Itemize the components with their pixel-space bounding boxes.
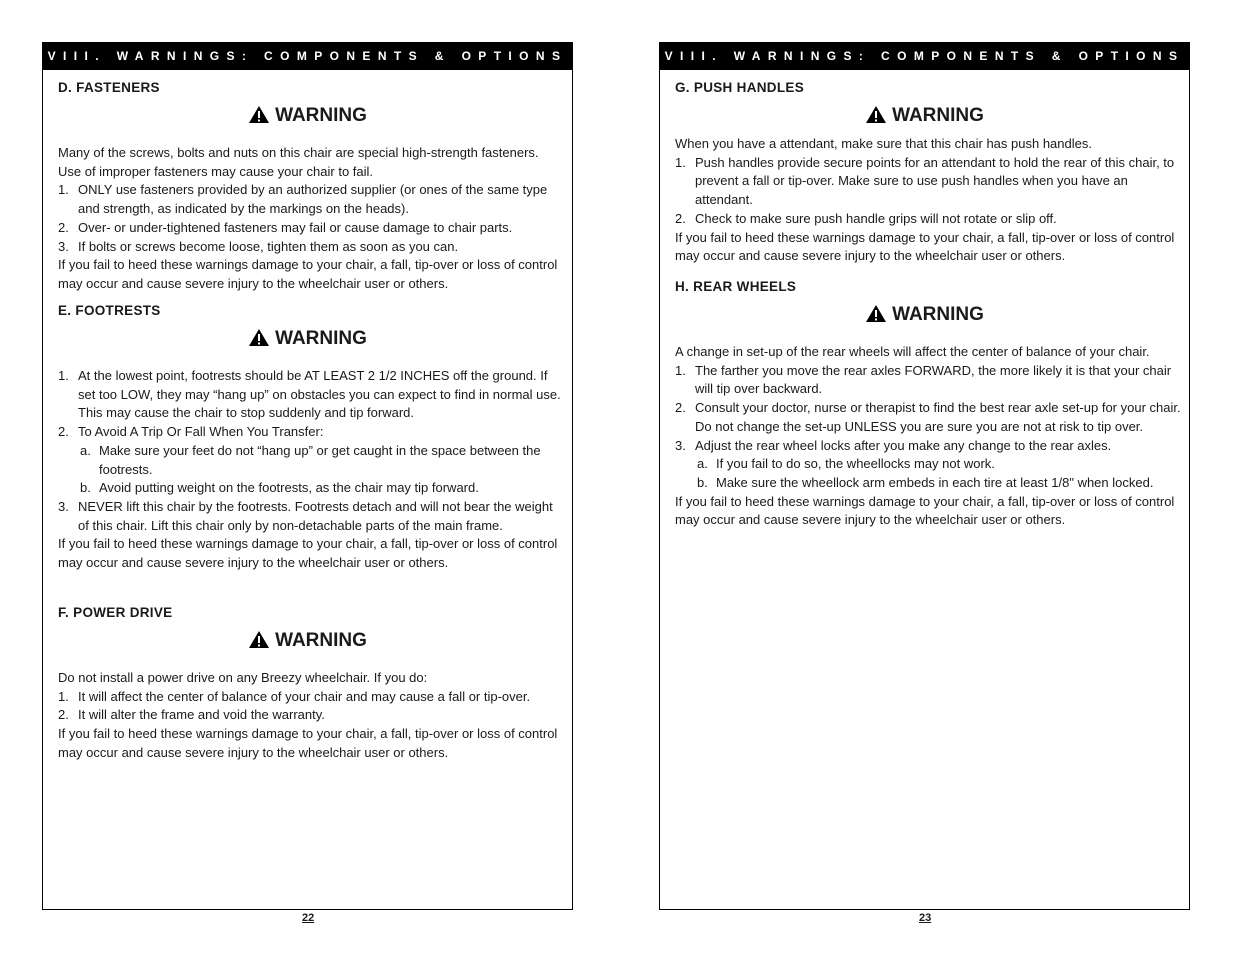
intro-line: When you have a attendant, make sure that this chair has push handles. (675, 136, 1092, 151)
list-item: 2. To Avoid A Trip Or Fall When You Transfer: (58, 424, 324, 440)
closing-warning: If you fail to heed these warnings damage to your chair, a fall, tip-over or loss of control may occur and cause severe injury to the wheelchair user or others. (675, 229, 1175, 264)
warning-triangle-icon (248, 105, 270, 124)
section-title-footrests: E. FOOTRESTS (58, 303, 161, 318)
list-item: 2. Over- or under-tightened fasteners may fail or cause damage to chair parts. (58, 219, 513, 235)
closing-warning: If you fail to heed these warnings damage to your chair, a fall, tip-over or loss of control may occur and cause severe injury to the wheelchair user or others. (58, 257, 558, 291)
section-body-power-drive (58, 669, 566, 763)
sub-list-item: a. Make sure your feet do not “hang up” or get caught in the space between the footrests. (80, 442, 541, 477)
list-item: 3. NEVER lift this chair by the footrests. Footrests detach and will not bear the weight of this chair. Lift this chair only by non-detachable parts of the main frame. (58, 498, 553, 533)
section-title-rear-wheels: H. REAR WHEELS (675, 279, 797, 294)
warning-heading (43, 328, 572, 350)
intro-line: Use of improper fasteners may cause your chair to fail. (58, 163, 374, 179)
section-body-push-handles (675, 135, 1183, 266)
sub-list-item: b. Make sure the wheellock arm embeds in each tire at least 1/8" when locked. (697, 474, 1154, 490)
intro-line: A change in set-up of the rear wheels will affect the center of balance of your chair. (675, 344, 1150, 359)
list-item: 1. It will affect the center of balance of your chair and may cause a fall or tip-over. (58, 688, 531, 704)
warning-label: WARNING (892, 105, 984, 126)
list-item: 2. It will alter the frame and void the warranty. (58, 707, 325, 723)
warning-heading (43, 105, 572, 127)
intro-line: Do not install a power drive on any Breezy wheelchair. If you do: (58, 670, 428, 685)
closing-warning: If you fail to heed these warnings damage to your chair, a fall, tip-over or loss of control may occur and cause severe injury to the wheelchair user or others. (675, 493, 1175, 528)
page-number-left: 22 (302, 912, 315, 924)
page-header: VIII. WARNINGS: COMPONENTS & OPTIONS (660, 43, 1189, 70)
section-body-rear-wheels (675, 343, 1183, 530)
list-item: 2. Consult your doctor, nurse or therapist to find the best rear axle set-up for your chair. Do not change the set-up UNLESS you are sure you are not at risk to tip over. (675, 400, 1181, 434)
section-body-fasteners (58, 144, 566, 294)
warning-heading (43, 630, 572, 652)
warning-triangle-icon (865, 105, 887, 124)
warning-triangle-icon (865, 304, 887, 323)
section-title-push-handles: G. PUSH HANDLES (675, 80, 805, 95)
warning-label: WARNING (275, 630, 367, 651)
list-item: 3. If bolts or screws become loose, tighten them as soon as you can. (58, 238, 459, 254)
list-item: 1. At the lowest point, footrests should be AT LEAST 2 1/2 INCHES off the ground. If set too LOW, they may “hang up” on obstacles you can expect to find in normal use. This may cause the chair to stop suddenly and tip forward. (58, 368, 561, 421)
sub-list-item: b. Avoid putting weight on the footrests, as the chair may tip forward. (80, 480, 479, 496)
page-number-right: 23 (919, 912, 932, 924)
warning-label: WARNING (275, 105, 367, 126)
list-item: 2. Check to make sure push handle grips will not rotate or slip off. (675, 210, 1057, 226)
list-item: 1. Push handles provide secure points for an attendant to hold the rear of this chair, to prevent a fall or tip-over. Make sure to use push handles when you have an attendant. (675, 154, 1175, 208)
page-header: VIII. WARNINGS: COMPONENTS & OPTIONS (43, 43, 572, 70)
intro-line: Many of the screws, bolts and nuts on this chair are special high-strength fasteners. (58, 145, 539, 160)
right-page (659, 42, 1190, 910)
closing-warning: If you fail to heed these warnings damage to your chair, a fall, tip-over or loss of control may occur and cause severe injury to the wheelchair user or others. (58, 536, 558, 571)
warning-triangle-icon (248, 328, 270, 347)
warning-heading (660, 105, 1189, 127)
section-title-fasteners: D. FASTENERS (58, 80, 160, 95)
sub-list-item: a. If you fail to do so, the wheellocks may not work. (697, 456, 995, 472)
section-body-footrests (58, 367, 566, 573)
warning-triangle-icon (248, 630, 270, 649)
closing-warning: If you fail to heed these warnings damage to your chair, a fall, tip-over or loss of control may occur and cause severe injury to the wheelchair user or others. (58, 726, 558, 760)
list-item: 1. ONLY use fasteners provided by an authorized supplier (or ones of the same type and strength, as indicated by the markings on the heads). (58, 182, 548, 217)
warning-label: WARNING (275, 328, 367, 349)
warning-label: WARNING (892, 304, 984, 325)
left-page (42, 42, 573, 910)
warning-heading (660, 304, 1189, 326)
list-item: 3. Adjust the rear wheel locks after you make any change to the rear axles. (675, 437, 1112, 453)
list-item: 1. The farther you move the rear axles FORWARD, the more likely it is that your chair will tip over backward. (675, 362, 1172, 397)
section-title-power-drive: F. POWER DRIVE (58, 605, 173, 620)
